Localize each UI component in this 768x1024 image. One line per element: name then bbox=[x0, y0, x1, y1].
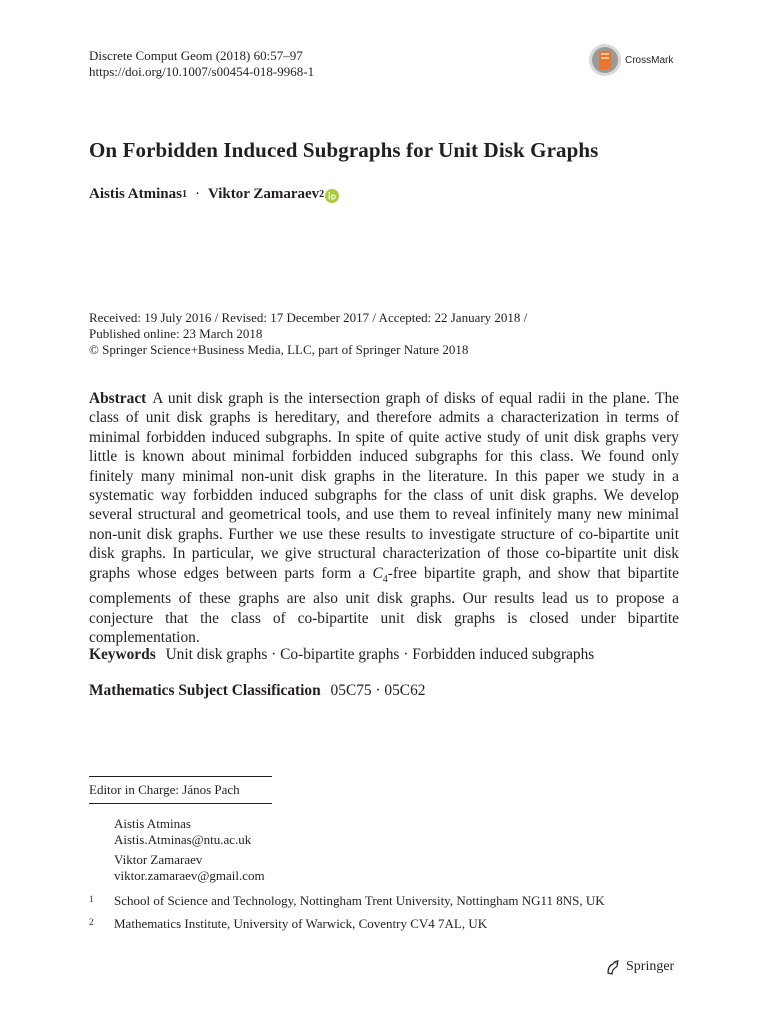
author-name: Viktor Zamaraev bbox=[207, 185, 320, 202]
author-separator: · bbox=[194, 185, 200, 202]
author-affil-mark: 1 bbox=[181, 188, 187, 200]
msc-label: Mathematics Subject Classification bbox=[89, 682, 321, 699]
math-subscript: 4 bbox=[382, 573, 388, 585]
affiliation-number: 1 bbox=[89, 894, 94, 904]
editor-note: Editor in Charge: János Pach bbox=[89, 782, 240, 797]
history-published: Published online: 23 March 2018 bbox=[89, 326, 263, 341]
footnote-divider-2 bbox=[89, 803, 272, 804]
keywords-section bbox=[89, 646, 594, 664]
crossmark-badge[interactable] bbox=[588, 42, 680, 78]
contact-block bbox=[114, 816, 251, 848]
journal-citation: Discrete Comput Geom (2018) 60:57–97 bbox=[89, 48, 303, 63]
springer-horse-icon bbox=[604, 958, 622, 976]
abstract-text: A unit disk graph is the intersection graph of disks of equal radii in the plane. The class of unit disk graphs is hereditary, and therefore admits a characterization in terms of minimal forbidden induced subgraphs. In spite of quite active study of unit disk graphs very little is known about minimal forbidden induced subgraphs for this class. We found only finitely many minimal non-unit disk graphs in the literature. In this paper we study in a systematic way forbidden induced subgraphs for the class of unit disk graphs. We develop several structural and geometrical tools, and use them to reveal infinitely many new minimal non-unit disk graphs. Further we use these results to investigate structure of co-bipartite unit disk graphs. In particular, we give structural characterization of those co-bipartite unit disk graphs whose edges between parts form a bbox=[89, 390, 679, 582]
affiliation bbox=[89, 893, 605, 909]
abstract-text-continued: -free bipartite graph, and show that bipartite complements of these graphs are also unit disk graphs. Our results lead us to propose a conjecture that the class of co-bipartite unit disk graphs is closed under bipartite complementation. bbox=[89, 564, 680, 646]
publication-history bbox=[89, 310, 527, 358]
msc-section bbox=[89, 682, 425, 700]
paper-title: On Forbidden Induced Subgraphs for Unit Disk Graphs bbox=[89, 138, 599, 162]
affiliation-text: School of Science and Technology, Nottingham Trent University, Nottingham NG11 8NS, UK bbox=[114, 893, 605, 908]
footnote-divider bbox=[89, 776, 272, 777]
affiliation-text: Mathematics Institute, University of Warwick, Coventry CV4 7AL, UK bbox=[114, 916, 488, 931]
crossmark-icon bbox=[588, 43, 622, 77]
journal-header bbox=[89, 48, 314, 80]
history-dates: Received: 19 July 2016 / Revised: 17 December 2017 / Accepted: 22 January 2018 / bbox=[89, 310, 528, 325]
keywords-text: Unit disk graphs · Co-bipartite graphs · Forbidden induced subgraphs bbox=[165, 646, 595, 663]
contact-name: Aistis Atminas bbox=[114, 816, 191, 831]
orcid-icon[interactable] bbox=[325, 189, 339, 203]
msc-codes: 05C75 · 05C62 bbox=[330, 682, 426, 699]
crossmark-label: CrossMark bbox=[625, 54, 674, 66]
math-c: C bbox=[372, 564, 383, 582]
author-list bbox=[89, 185, 339, 203]
author-affil-mark: 2 bbox=[319, 188, 325, 200]
doi-link[interactable]: https://doi.org/10.1007/s00454-018-9968-1 bbox=[89, 64, 315, 79]
keywords-label: Keywords bbox=[89, 646, 156, 663]
copyright-line: © Springer Science+Business Media, LLC, part of Springer Nature 2018 bbox=[89, 342, 469, 357]
contact-block bbox=[114, 852, 265, 884]
publisher-logo bbox=[604, 958, 674, 976]
contact-email[interactable]: viktor.zamaraev@gmail.com bbox=[114, 868, 265, 883]
abstract-label: Abstract bbox=[89, 390, 147, 407]
affiliation-number: 2 bbox=[89, 917, 94, 927]
contact-name: Viktor Zamaraev bbox=[114, 852, 203, 867]
contact-email[interactable]: Aistis.Atminas@ntu.ac.uk bbox=[114, 832, 252, 847]
publisher-name: Springer bbox=[626, 959, 675, 974]
affiliation bbox=[89, 916, 487, 932]
author-name: Aistis Atminas bbox=[89, 185, 182, 202]
abstract-section bbox=[89, 389, 679, 647]
